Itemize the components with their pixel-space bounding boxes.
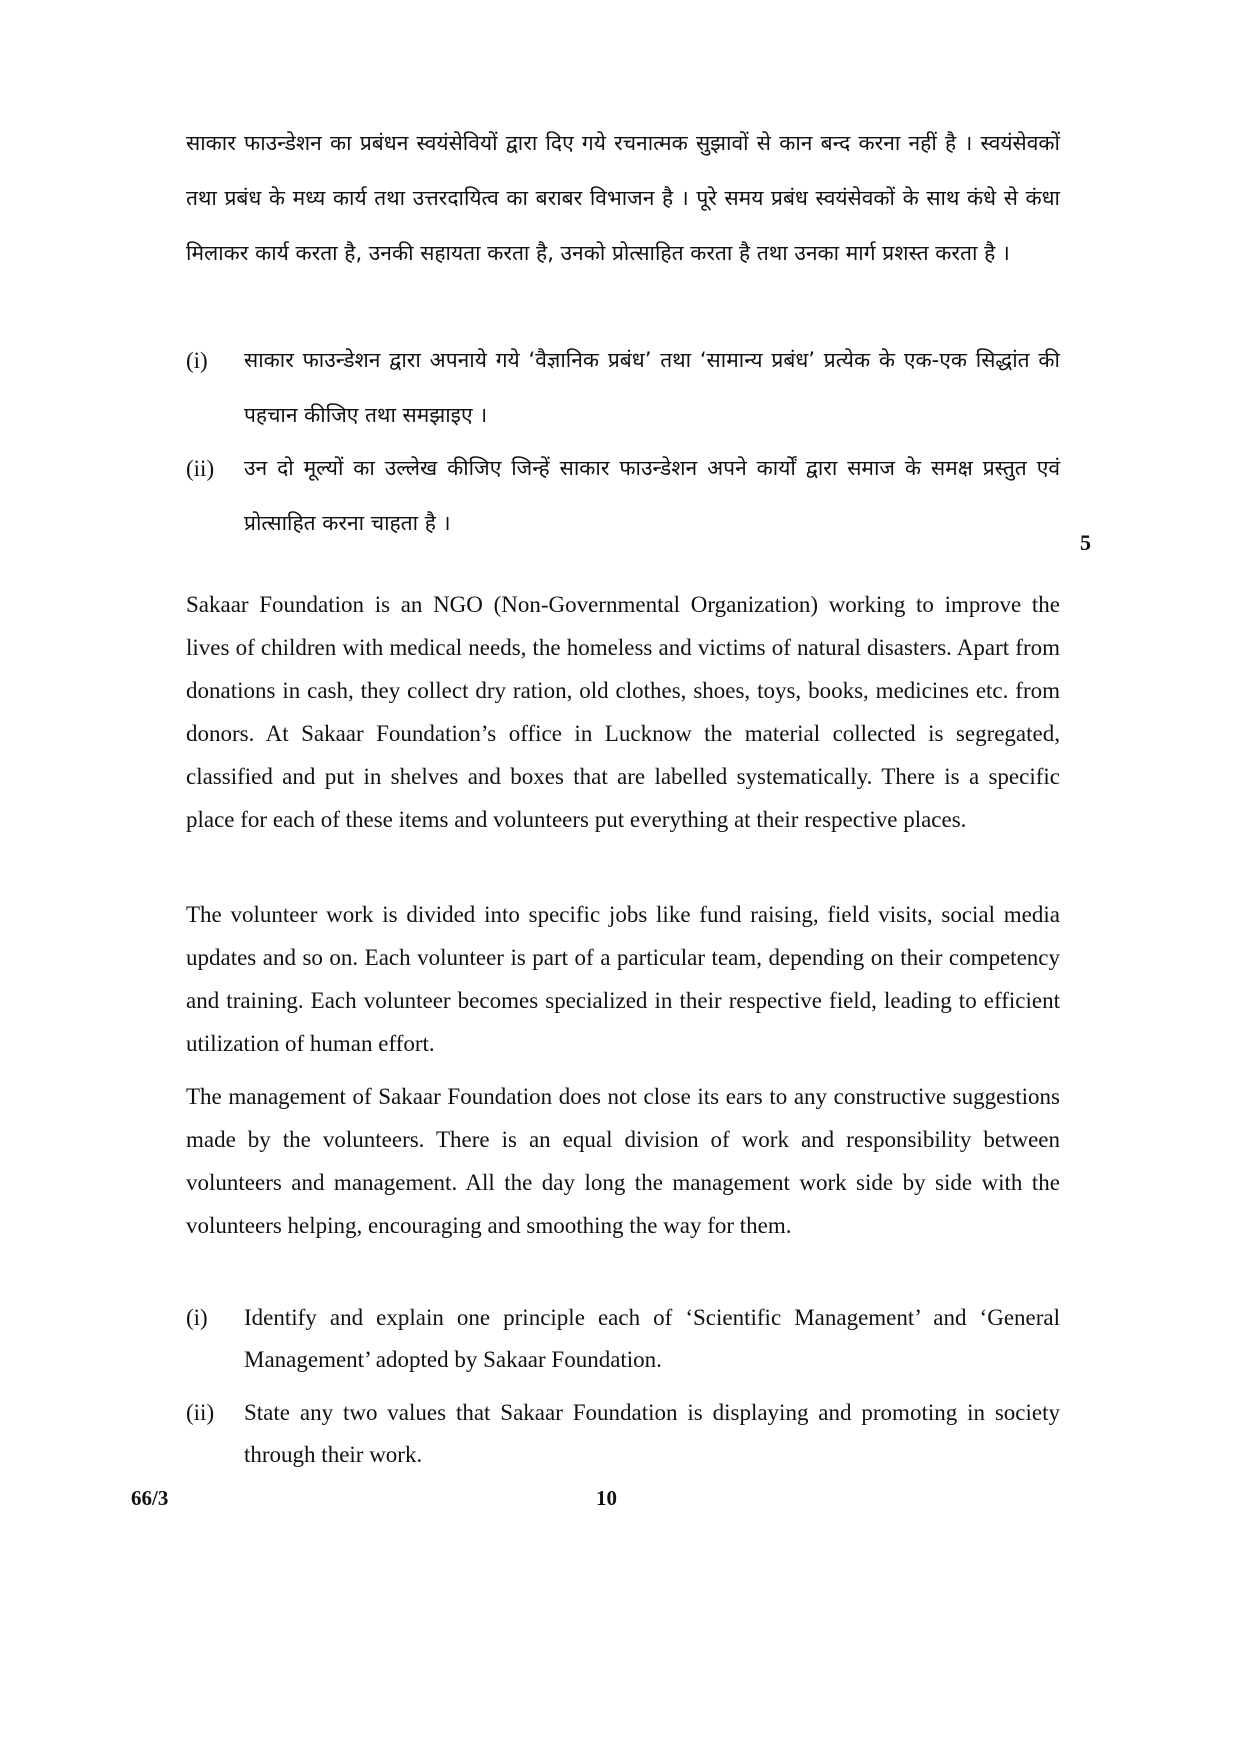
- marks-label: 5: [1080, 530, 1091, 555]
- item-text: State any two values that Sakaar Foundation is displaying and promoting in society through their work.: [244, 1400, 1060, 1467]
- item-number: (ii): [186, 1400, 215, 1425]
- item-text: उन दो मूल्यों का उल्लेख कीजिए जिन्हें साकार फाउन्डेशन अपने कार्यों द्वारा समाज के समक्ष प्रस्तुत एवं प्रोत्साहित करना चाहता है ।: [244, 456, 1060, 535]
- paper-code: 66/3: [131, 1486, 169, 1510]
- english-question-item: [186, 1392, 1060, 1476]
- hindi-question-item: [186, 333, 1060, 443]
- page-number: 10: [596, 1486, 617, 1510]
- english-paragraph: The management of Sakaar Foundation does not close its ears to any constructive suggestions made by the volunteers. There is an equal division of work and responsibility between volunteers and management. All the day long the management work side by side with the volunteers helping, encouraging and smoothing the way for them.: [186, 1084, 1060, 1238]
- english-paragraph: Sakaar Foundation is an NGO (Non-Governmental Organization) working to improve the lives of children with medical needs, the homeless and victims of natural disasters. Apart from donations in cash, they collect dry ration, old clothes, shoes, toys, books, medicines etc. from donors. At Sakaar Foundation’s office in Lucknow the material collected is segregated, classified and put in shelves and boxes that are labelled systematically. There is a specific place for each of these items and volunteers put everything at their respective places.: [186, 592, 1060, 832]
- item-number: (i): [186, 348, 208, 373]
- item-text: साकार फाउन्डेशन द्वारा अपनाये गये ‘वैज्ञानिक प्रबंध’ तथा ‘सामान्य प्रबंध’ प्रत्येक के एक-एक सिद्धांत की पहचान कीजिए तथा समझाइए ।: [244, 348, 1060, 427]
- item-number: (ii): [186, 456, 215, 481]
- english-question-item: [186, 1297, 1060, 1381]
- item-text: Identify and explain one principle each of ‘Scientific Management’ and ‘General Management’ adopted by Sakaar Foundation.: [244, 1305, 1060, 1372]
- hindi-question-item: [186, 441, 1060, 551]
- item-number: (i): [186, 1305, 208, 1330]
- english-paragraph: The volunteer work is divided into specific jobs like fund raising, field visits, social media updates and so on. Each volunteer is part of a particular team, depending on their competency and training. Each volunteer becomes specialized in their respective field, leading to efficient utilization of human effort.: [186, 902, 1060, 1056]
- hindi-paragraph: साकार फाउन्डेशन का प्रबंधन स्वयंसेवियों द्वारा दिए गये रचनात्मक सुझावों से कान बन्द करना नहीं है । स्वयंसेवकों तथा प्रबंध के मध्य कार्य तथा उत्तरदायित्व का बराबर विभाजन है । पूरे समय प्रबंध स्वयंसेवकों के साथ कंधे से कंधा मिलाकर कार्य करता है, उनकी सहायता करता है, उनको प्रोत्साहित करता है तथा उनका मार्ग प्रशस्त करता है ।: [186, 131, 1060, 265]
